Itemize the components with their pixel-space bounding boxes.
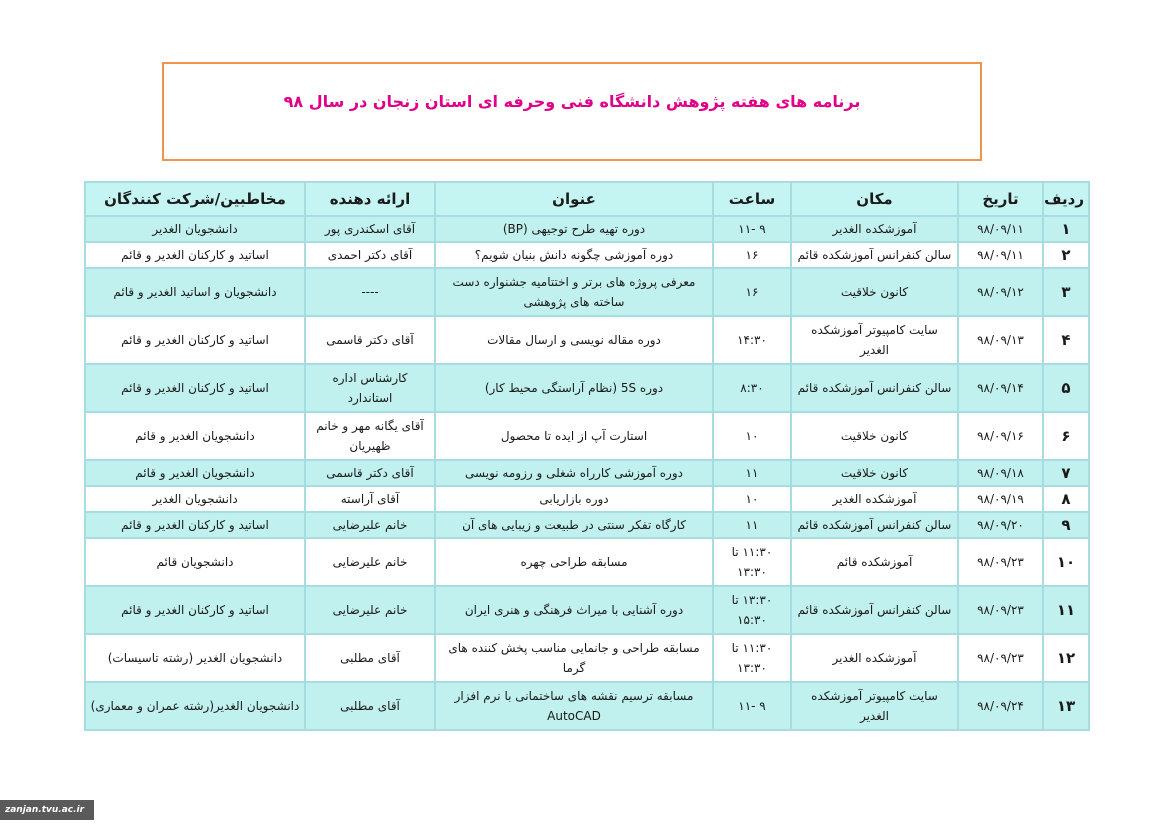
cell-date: ۹۸/۰۹/۱۳ bbox=[958, 316, 1043, 364]
cell-time: ۹ -۱۱ bbox=[713, 216, 791, 242]
cell-audience: اساتید و کارکنان الغدیر و قائم bbox=[85, 242, 305, 268]
cell-date: ۹۸/۰۹/۱۴ bbox=[958, 364, 1043, 412]
table-row bbox=[85, 364, 1089, 412]
cell-presenter: خانم علیرضایی bbox=[305, 512, 435, 538]
header-time: ساعت bbox=[713, 182, 791, 216]
cell-place: آموزشکده الغدیر bbox=[791, 634, 958, 682]
cell-audience: دانشجویان الغدیر bbox=[85, 216, 305, 242]
cell-date: ۹۸/۰۹/۱۸ bbox=[958, 460, 1043, 486]
cell-row: ۲ bbox=[1043, 242, 1089, 268]
header-presenter: ارائه دهنده bbox=[305, 182, 435, 216]
cell-date: ۹۸/۰۹/۲۳ bbox=[958, 634, 1043, 682]
cell-time: ۱۱ bbox=[713, 460, 791, 486]
cell-subject: استارت آپ از ایده تا محصول bbox=[435, 412, 713, 460]
cell-presenter: خانم علیرضایی bbox=[305, 538, 435, 586]
cell-place: سالن کنفرانس آموزشکده قائم bbox=[791, 586, 958, 634]
cell-date: ۹۸/۰۹/۱۱ bbox=[958, 216, 1043, 242]
cell-presenter: آقای دکتر قاسمی bbox=[305, 316, 435, 364]
cell-row: ۵ bbox=[1043, 364, 1089, 412]
schedule-table bbox=[84, 181, 1090, 731]
cell-place: سایت کامپیوتر آموزشکده الغدیر bbox=[791, 316, 958, 364]
cell-date: ۹۸/۰۹/۱۹ bbox=[958, 486, 1043, 512]
table-row bbox=[85, 460, 1089, 486]
cell-subject: کارگاه تفکر سنتی در طبیعت و زیبایی های آن bbox=[435, 512, 713, 538]
site-footer-badge: zanjan.tvu.ac.ir bbox=[0, 800, 94, 820]
cell-subject: معرفی پروژه های برتر و اختتامیه جشنواره دست ساخته های پژوهشی bbox=[435, 268, 713, 316]
cell-presenter: آقای اسکندری پور bbox=[305, 216, 435, 242]
table-header bbox=[85, 182, 1089, 216]
cell-subject: دوره 5S (نظام آراستگی محیط کار) bbox=[435, 364, 713, 412]
cell-subject: مسابقه ترسیم نقشه های ساختمانی با نرم افزار AutoCAD bbox=[435, 682, 713, 730]
cell-row: ۱۲ bbox=[1043, 634, 1089, 682]
cell-audience: دانشجویان الغدیر(رشته عمران و معماری) bbox=[85, 682, 305, 730]
header-subject: عنوان bbox=[435, 182, 713, 216]
cell-place: کانون خلاقیت bbox=[791, 460, 958, 486]
cell-subject: مسابقه طراحی چهره bbox=[435, 538, 713, 586]
cell-place: کانون خلاقیت bbox=[791, 268, 958, 316]
header-row: ردیف bbox=[1043, 182, 1089, 216]
cell-subject: دوره آموزشی کارراه شغلی و رزومه نویسی bbox=[435, 460, 713, 486]
cell-audience: دانشجویان الغدیر و قائم bbox=[85, 460, 305, 486]
cell-time: ۱۰ bbox=[713, 486, 791, 512]
cell-date: ۹۸/۰۹/۱۱ bbox=[958, 242, 1043, 268]
header-place: مکان bbox=[791, 182, 958, 216]
cell-subject: دوره آموزشی چگونه دانش بنیان شویم؟ bbox=[435, 242, 713, 268]
cell-time: ۱۶ bbox=[713, 242, 791, 268]
table-row bbox=[85, 486, 1089, 512]
table-row bbox=[85, 316, 1089, 364]
cell-time: ۱۴:۳۰ bbox=[713, 316, 791, 364]
cell-presenter: کارشناس اداره استاندارد bbox=[305, 364, 435, 412]
cell-subject: مسابقه طراحی و جانمایی مناسب پخش کننده های گرما bbox=[435, 634, 713, 682]
cell-place: آموزشکده قائم bbox=[791, 538, 958, 586]
cell-row: ۱۱ bbox=[1043, 586, 1089, 634]
title-box bbox=[162, 62, 982, 161]
cell-row: ۱۰ bbox=[1043, 538, 1089, 586]
cell-audience: اساتید و کارکنان الغدیر و قائم bbox=[85, 364, 305, 412]
cell-subject: دوره مقاله نویسی و ارسال مقالات bbox=[435, 316, 713, 364]
table-row bbox=[85, 242, 1089, 268]
cell-row: ۱۳ bbox=[1043, 682, 1089, 730]
cell-date: ۹۸/۰۹/۲۰ bbox=[958, 512, 1043, 538]
cell-row: ۱ bbox=[1043, 216, 1089, 242]
cell-row: ۷ bbox=[1043, 460, 1089, 486]
cell-row: ۹ bbox=[1043, 512, 1089, 538]
cell-place: کانون خلاقیت bbox=[791, 412, 958, 460]
cell-presenter: آقای آراسته bbox=[305, 486, 435, 512]
cell-place: سالن کنفرانس آموزشکده قائم bbox=[791, 512, 958, 538]
cell-row: ۴ bbox=[1043, 316, 1089, 364]
cell-time: ۸:۳۰ bbox=[713, 364, 791, 412]
cell-date: ۹۸/۰۹/۱۶ bbox=[958, 412, 1043, 460]
cell-presenter: آقای یگانه مهر و خانم ظهیریان bbox=[305, 412, 435, 460]
header-date: تاریخ bbox=[958, 182, 1043, 216]
table-row bbox=[85, 682, 1089, 730]
cell-time: ۱۳:۳۰ تا ۱۵:۳۰ bbox=[713, 586, 791, 634]
cell-presenter: آقای دکتر قاسمی bbox=[305, 460, 435, 486]
cell-audience: دانشجویان قائم bbox=[85, 538, 305, 586]
table-row bbox=[85, 538, 1089, 586]
cell-place: آموزشکده الغدیر bbox=[791, 216, 958, 242]
cell-presenter: ---- bbox=[305, 268, 435, 316]
cell-audience: دانشجویان الغدیر و قائم bbox=[85, 412, 305, 460]
cell-time: ۹ -۱۱ bbox=[713, 682, 791, 730]
cell-place: سالن کنفرانس آموزشکده قائم bbox=[791, 364, 958, 412]
page-title: برنامه های هفته پژوهش دانشگاه فنی وحرفه ای استان زنجان در سال ۹۸ bbox=[283, 92, 861, 111]
cell-subject: دوره بازاریابی bbox=[435, 486, 713, 512]
table-row bbox=[85, 634, 1089, 682]
cell-audience: اساتید و کارکنان الغدیر و قائم bbox=[85, 586, 305, 634]
table-row bbox=[85, 268, 1089, 316]
cell-audience: اساتید و کارکنان الغدیر و قائم bbox=[85, 512, 305, 538]
cell-subject: دوره آشنایی با میراث فرهنگی و هنری ایران bbox=[435, 586, 713, 634]
cell-row: ۶ bbox=[1043, 412, 1089, 460]
cell-row: ۳ bbox=[1043, 268, 1089, 316]
cell-time: ۱۱ bbox=[713, 512, 791, 538]
cell-audience: اساتید و کارکنان الغدیر و قائم bbox=[85, 316, 305, 364]
table-row bbox=[85, 216, 1089, 242]
cell-row: ۸ bbox=[1043, 486, 1089, 512]
cell-audience: دانشجویان الغدیر bbox=[85, 486, 305, 512]
table-row bbox=[85, 586, 1089, 634]
cell-date: ۹۸/۰۹/۱۲ bbox=[958, 268, 1043, 316]
cell-date: ۹۸/۰۹/۲۴ bbox=[958, 682, 1043, 730]
cell-time: ۱۰ bbox=[713, 412, 791, 460]
cell-time: ۱۶ bbox=[713, 268, 791, 316]
cell-presenter: آقای دکتر احمدی bbox=[305, 242, 435, 268]
cell-audience: دانشجویان و اساتید الغدیر و قائم bbox=[85, 268, 305, 316]
table-row bbox=[85, 512, 1089, 538]
table-row bbox=[85, 412, 1089, 460]
cell-place: آموزشکده الغدیر bbox=[791, 486, 958, 512]
cell-date: ۹۸/۰۹/۲۳ bbox=[958, 586, 1043, 634]
cell-presenter: آقای مطلبی bbox=[305, 634, 435, 682]
cell-audience: دانشجویان الغدیر (رشته تاسیسات) bbox=[85, 634, 305, 682]
cell-date: ۹۸/۰۹/۲۳ bbox=[958, 538, 1043, 586]
header-audience: مخاطبین/شرکت کنندگان bbox=[85, 182, 305, 216]
cell-subject: دوره تهیه طرح توجیهی (BP) bbox=[435, 216, 713, 242]
cell-time: ۱۱:۳۰ تا ۱۳:۳۰ bbox=[713, 634, 791, 682]
cell-presenter: آقای مطلبی bbox=[305, 682, 435, 730]
cell-time: ۱۱:۳۰ تا ۱۳:۳۰ bbox=[713, 538, 791, 586]
cell-place: سایت کامپیوتر آموزشکده الغدیر bbox=[791, 682, 958, 730]
cell-presenter: خانم علیرضایی bbox=[305, 586, 435, 634]
cell-place: سالن کنفرانس آموزشکده قائم bbox=[791, 242, 958, 268]
